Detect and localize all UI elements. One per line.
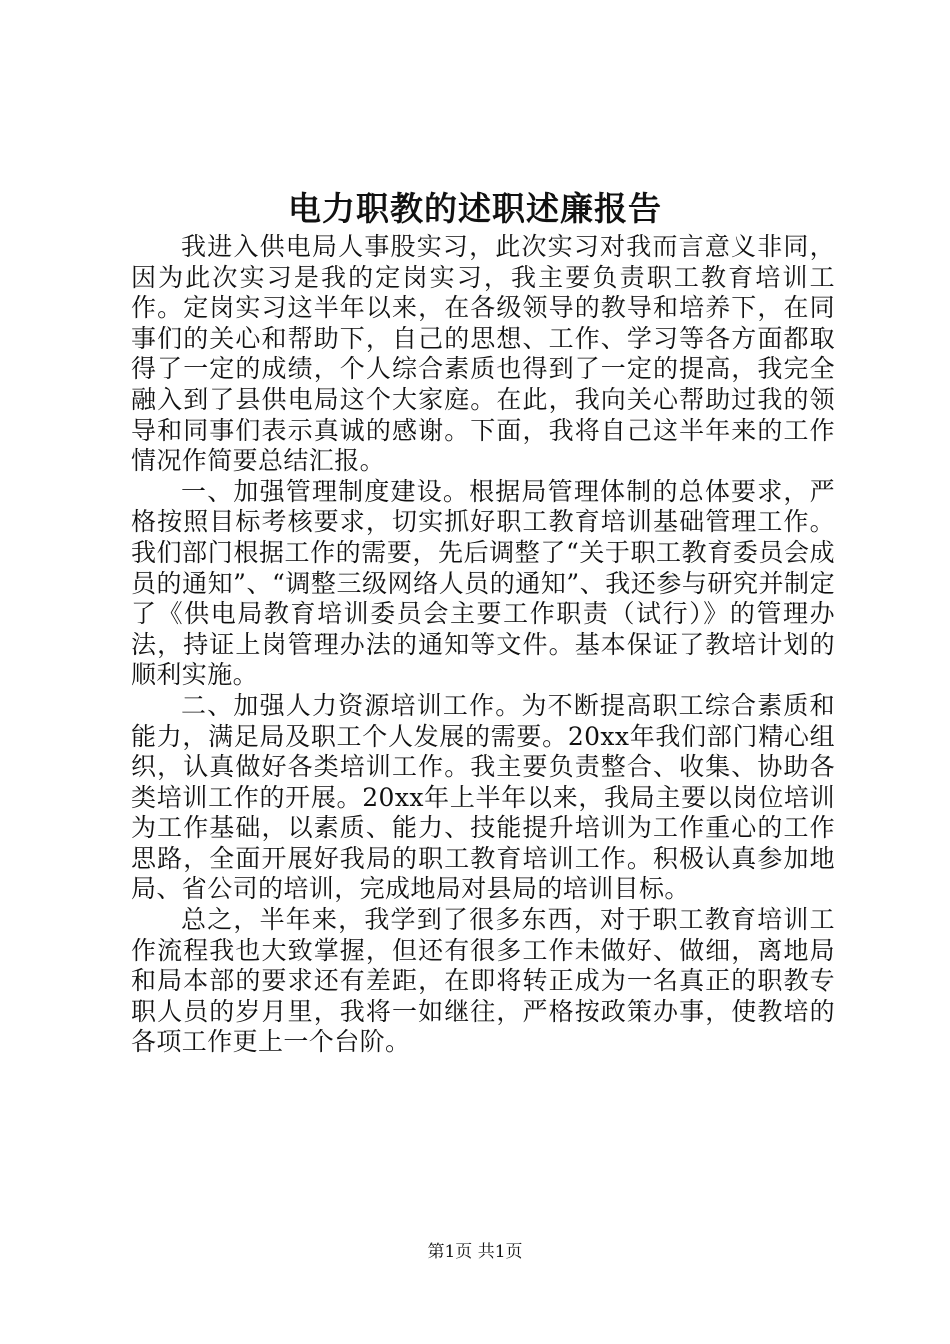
document-body [131,232,835,1058]
paragraph-hr-training: 二、加强人力资源培训工作。为不断提高职工综合素质和能力，满足局及职工个人发展的需要。20xx年我们部门精心组织，认真做好各类培训工作。我主要负责整合、收集、协助各类培训工作的开展。20xx年上半年以来，我局主要以岗位培训为工作基础，以素质、能力、技能提升培训为工作重心的工作思路，全面开展好我局的职工教育培训工作。积极认真参加地局、省公司的培训，完成地局对县局的培训目标。 [131,690,835,904]
page-footer: 第1页 共1页 [427,1242,523,1262]
paragraph-management-system: 一、加强管理制度建设。根据局管理体制的总体要求，严格按照目标考核要求，切实抓好职工教育培训基础管理工作。我们部门根据工作的需要，先后调整了“关于职工教育委员会成员的通知”、“调整三级网络人员的通知”、我还参与研究并制定了《供电局教育培训委员会主要工作职责（试行）》的管理办法，持证上岗管理办法的通知等文件。基本保证了教培计划的顺利实施。 [131,476,835,690]
document-title: 电力职教的述职述廉报告 [288,189,662,228]
paragraph-conclusion: 总之，半年来，我学到了很多东西，对于职工教育培训工作流程我也大致掌握，但还有很多工作未做好、做细，离地局和局本部的要求还有差距，在即将转正成为一名真正的职教专职人员的岁月里，我将一如继往，严格按政策办事，使教培的各项工作更上一个台阶。 [131,905,835,1057]
paragraph-intro: 我进入供电局人事股实习，此次实习对我而言意义非同，因为此次实习是我的定岗实习，我主要负责职工教育培训工作。定岗实习这半年以来，在各级领导的教导和培养下，在同事们的关心和帮助下，自己的思想、工作、学习等各方面都取得了一定的成绩，个人综合素质也得到了一定的提高，我完全融入到了县供电局这个大家庭。在此，我向关心帮助过我的领导和同事们表示真诚的感谢。下面，我将自己这半年来的工作情况作简要总结汇报。 [131,232,835,476]
